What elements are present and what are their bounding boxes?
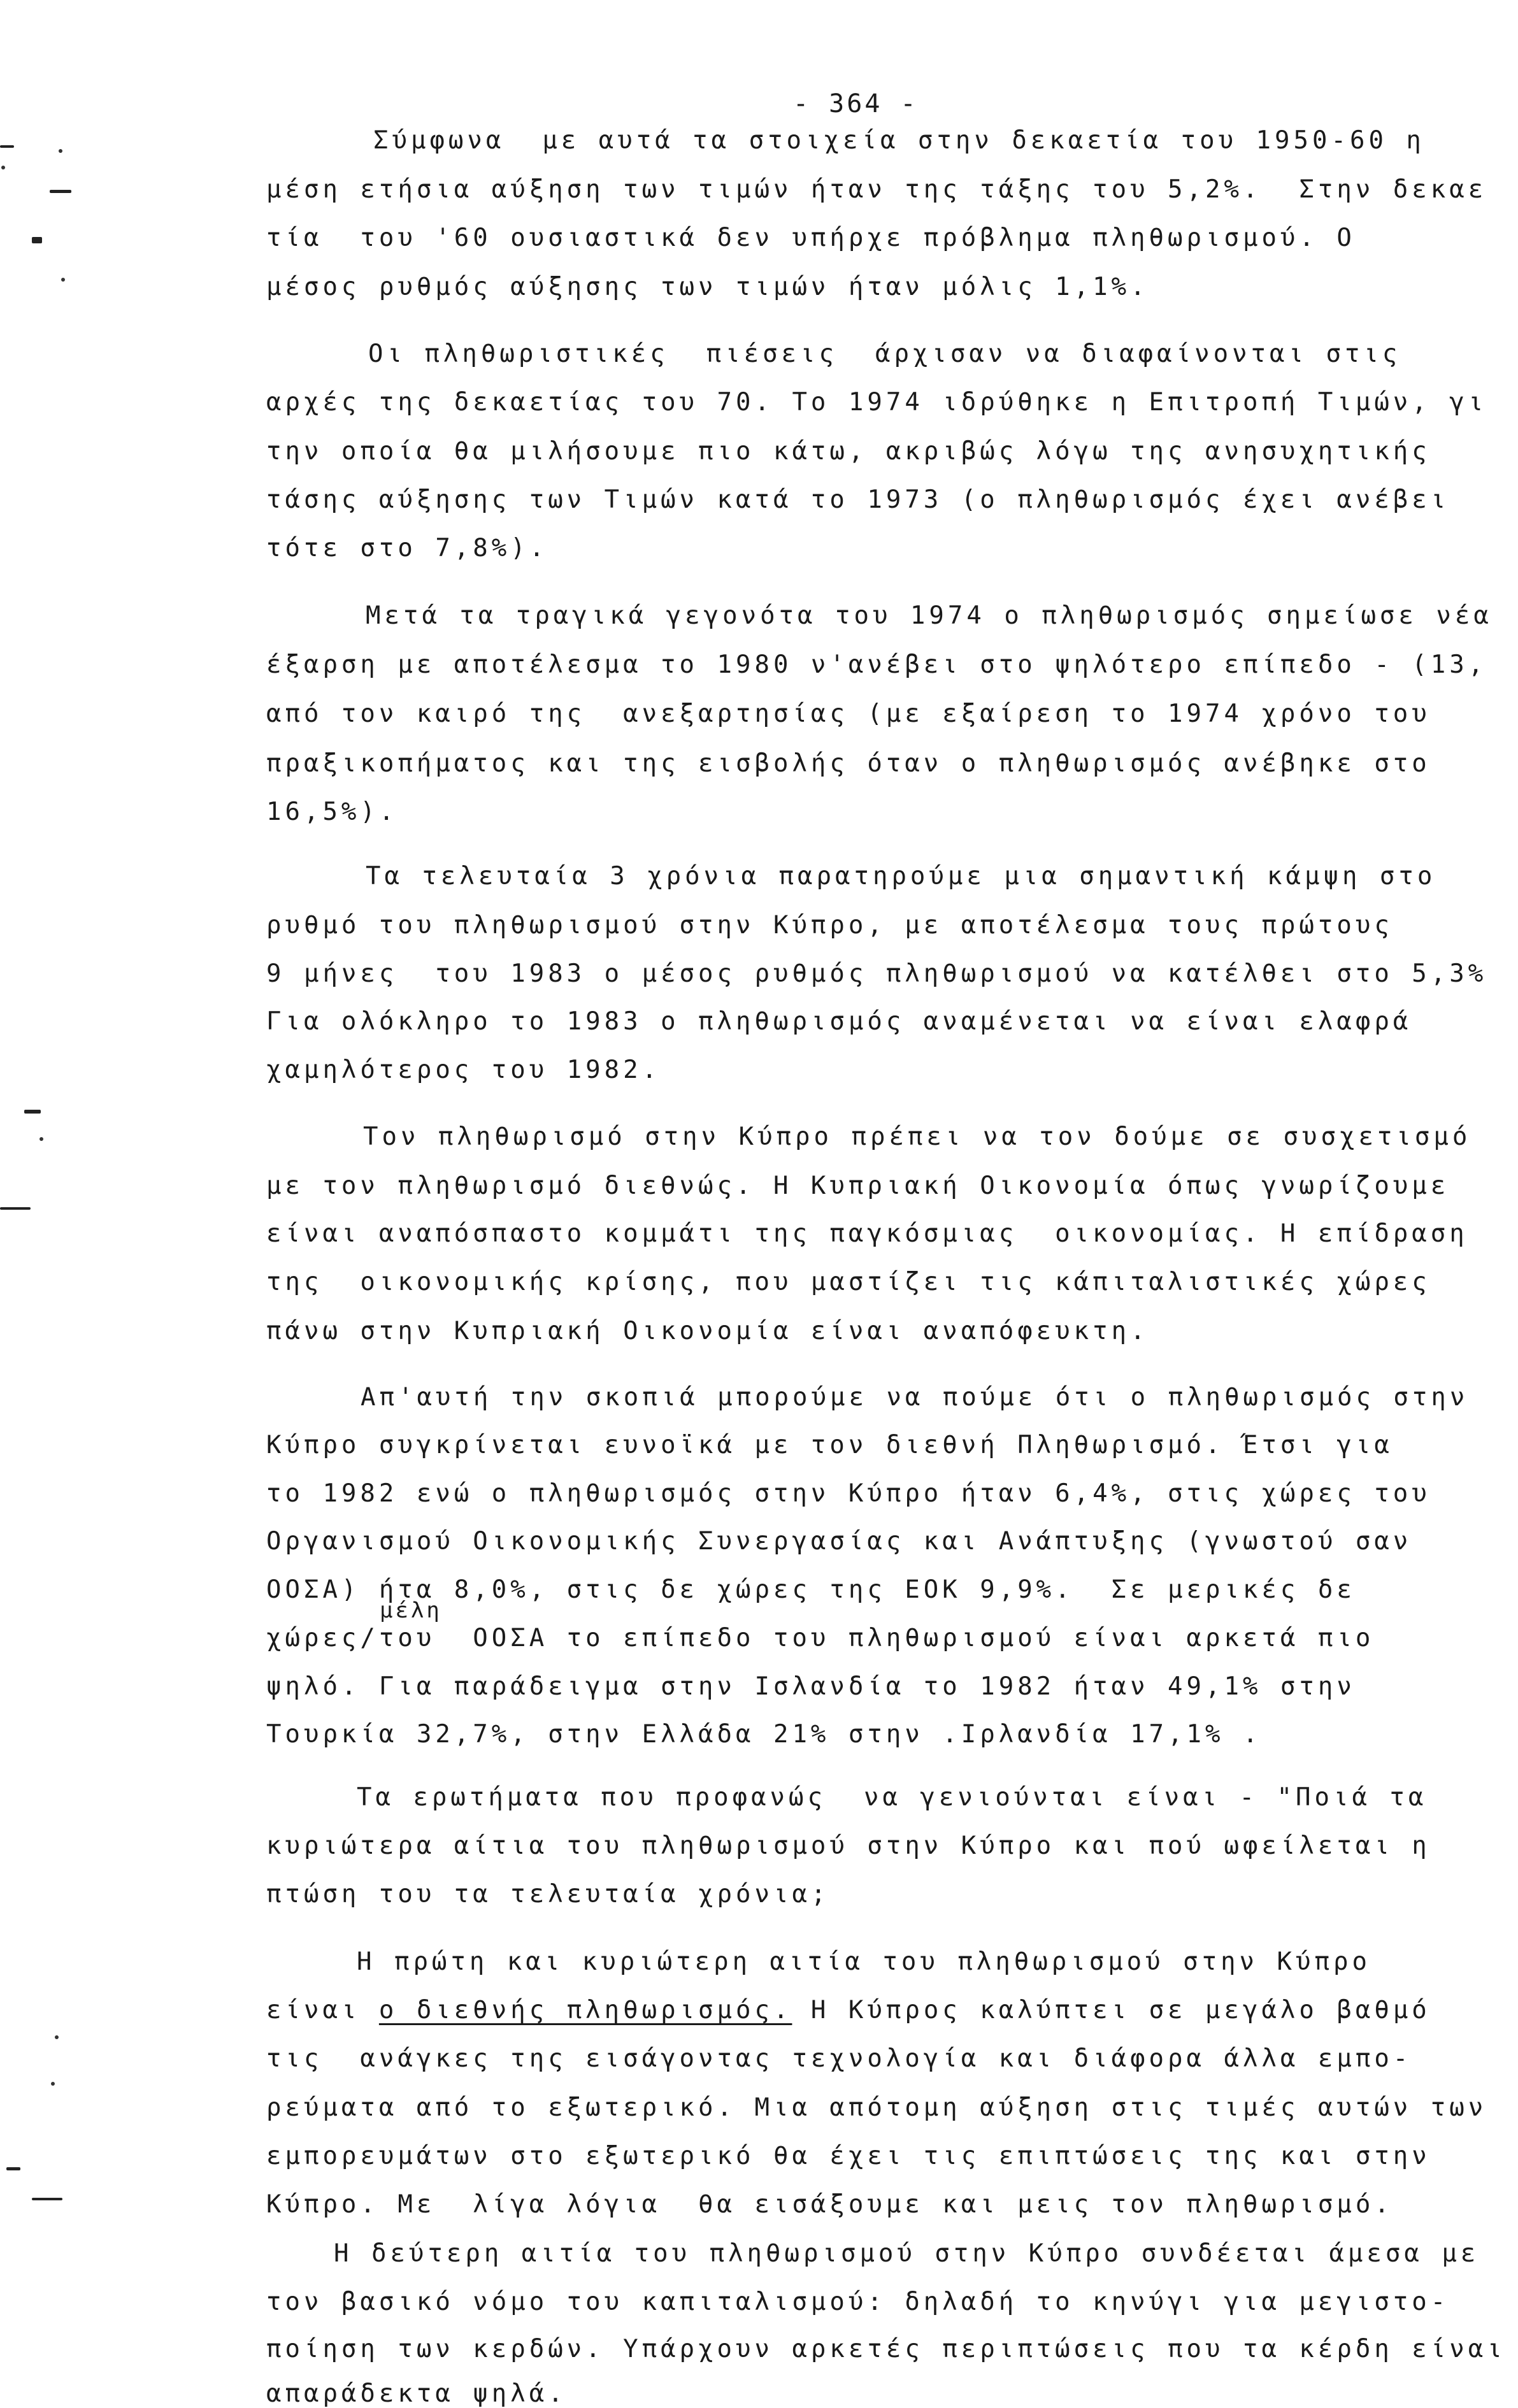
text-line: Οι πληθωριστικές πιέσεις άρχισαν να διαφαίνονται στις: [368, 340, 1401, 368]
margin-dot: [1, 166, 5, 169]
margin-mark: [0, 145, 14, 148]
text-line: απαράδεκτα ψηλά.: [266, 2379, 567, 2408]
text-line: μέση ετήσια αύξηση των τιμών ήταν της τάξης του 5,2%. Στην δεκαε: [266, 175, 1487, 204]
text-line: χώρες/του ΟΟΣΑ το επίπεδο του πληθωρισμού είναι αρκετά πιο: [266, 1624, 1375, 1652]
text-line: Για ολόκληρο το 1983 ο πληθωρισμός αναμένεται να είναι ελαφρά: [266, 1007, 1412, 1036]
text-line: πραξικοπήματος και της εισβολής όταν ο πληθωρισμός ανέβηκε στο: [266, 749, 1431, 778]
margin-insertion: μέλη: [380, 1598, 442, 1623]
underlined-phrase: ο διεθνής πληθωρισμός.: [378, 1996, 792, 2025]
text-line: 9 μήνες του 1983 ο μέσος ρυθμός πληθωρισμού να κατέλθει στο 5,3%: [266, 959, 1487, 988]
text-line: ρυθμό του πληθωρισμού στην Κύπρο, με αποτέλεσμα τους πρώτους: [266, 911, 1393, 940]
text-line: ποίηση των κερδών. Υπάρχουν αρκετές περιπτώσεις που τα κέρδη είναι: [266, 2335, 1506, 2363]
margin-dot: [61, 278, 65, 282]
margin-mark: [50, 190, 71, 193]
margin-dot: [39, 1137, 43, 1141]
margin-mark: [24, 1110, 41, 1114]
text-line: Η δεύτερη αιτία του πληθωρισμού στην Κύπρο συνδέεται άμεσα με: [334, 2239, 1480, 2268]
text-line: Τουρκία 32,7%, στην Ελλάδα 21% στην .Ιρλανδία 17,1% .: [266, 1720, 1262, 1749]
text-line: μέσος ρυθμός αύξησης των τιμών ήταν μόλις 1,1%.: [266, 273, 1149, 301]
text-line: κυριώτερα αίτια του πληθωρισμού στην Κύπρο και πού ωφείλεται η: [266, 1831, 1431, 1860]
text-line: τον βασικό νόμο του καπιταλισμού: δηλαδή το κηνύγι για μεγιστο-: [266, 2288, 1450, 2316]
text-line: τις ανάγκες της εισάγοντας τεχνολογία και διάφορα άλλα εμπο-: [266, 2044, 1412, 2073]
margin-dot: [51, 2082, 55, 2086]
text-line: Κύπρο συγκρίνεται ευνοϊκά με τον διεθνή Πληθωρισμό. Έτσι για: [266, 1431, 1393, 1459]
margin-dot: [59, 149, 62, 153]
text-line: της οικονομικής κρίσης, που μαστίζει τις κάπιταλιστικές χώρες: [266, 1268, 1431, 1296]
text-line: πάνω στην Κυπριακή Οικονομία είναι αναπόφευκτη.: [266, 1317, 1149, 1345]
text-line: αρχές της δεκαετίας του 70. Το 1974 ιδρύθηκε η Επιτροπή Τιμών, γι: [266, 388, 1487, 417]
text-line: Τον πληθωρισμό στην Κύπρο πρέπει να τον δούμε σε συσχετισμό: [363, 1122, 1471, 1151]
text-line: χαμηλότερος του 1982.: [266, 1056, 661, 1084]
text-line: τάσης αύξησης των Τιμών κατά το 1973 (ο πληθωρισμός έχει ανέβει: [266, 485, 1450, 514]
text-line-with-underline: [266, 1998, 1431, 2023]
text-line: το 1982 ενώ ο πληθωρισμός στην Κύπρο ήταν 6,4%, στις χώρες του: [266, 1479, 1431, 1508]
text-line: Τα ερωτήματα που προφανώς να γενιούνται είναι - "Ποιά τα: [357, 1783, 1428, 1812]
text-line: την οποία θα μιλήσουμε πιο κάτω, ακριβώς λόγω της ανησυχητικής: [266, 437, 1431, 466]
text-line: ψηλό. Για παράδειγμα στην Ισλανδία το 1982 ήταν 49,1% στην: [266, 1672, 1356, 1701]
text-line: τία του '60 ουσιαστικά δεν υπήρχε πρόβλημα πληθωρισμού. Ο: [266, 224, 1356, 252]
margin-mark: [32, 2198, 62, 2200]
text-line: τότε στο 7,8%).: [266, 534, 548, 563]
text-line: Η πρώτη και κυριώτερη αιτία του πληθωρισμού στην Κύπρο: [357, 1947, 1371, 1976]
margin-dot: [55, 2035, 59, 2039]
text-line: με τον πληθωρισμό διεθνώς. Η Κυπριακή Οικονομία όπως γνωρίζουμε: [266, 1172, 1450, 1200]
text-segment: Η Κύπρος καλύπτει σε μεγάλο βαθμό: [792, 1996, 1431, 2025]
text-segment: είναι: [266, 1996, 379, 2025]
text-line: Τα τελευταία 3 χρόνια παρατηρούμε μια σημαντική κάμψη στο: [366, 862, 1436, 891]
margin-mark: [32, 237, 42, 243]
text-line: ΟΟΣΑ) ήτα 8,0%, στις δε χώρες της ΕΟΚ 9,9%. Σε μερικές δε: [266, 1575, 1356, 1604]
text-line: 16,5%).: [266, 798, 398, 826]
text-line: Απ'αυτή την σκοπιά μπορούμε να πούμε ότι ο πληθωρισμός στην: [361, 1383, 1469, 1412]
text-line: είναι αναπόσπαστο κομμάτι της παγκόσμιας οικονομίας. Η επίδραση: [266, 1219, 1468, 1248]
text-line: ρεύματα από το εξωτερικό. Μια απότομη αύξηση στις τιμές αυτών των: [266, 2093, 1487, 2122]
text-line: εμπορευμάτων στο εξωτερικό θα έχει τις επιπτώσεις της και στην: [266, 2142, 1431, 2170]
text-line: Κύπρο. Με λίγα λόγια θα εισάξουμε και μεις τον πληθωρισμό.: [266, 2190, 1393, 2219]
text-line: από τον καιρό της ανεξαρτησίας (με εξαίρεση το 1974 χρόνο του: [266, 699, 1431, 728]
text-line: Μετά τα τραγικά γεγονότα του 1974 ο πληθωρισμός σημείωσε νέα: [366, 601, 1493, 630]
margin-mark: [6, 2167, 20, 2170]
text-line: έξαρση με αποτέλεσμα το 1980 ν'ανέβει στο ψηλότερο επίπεδο - (13,: [266, 650, 1487, 679]
page-number: - 364 -: [793, 89, 919, 118]
text-line: Σύμφωνα με αυτά τα στοιχεία στην δεκαετία του 1950-60 η: [373, 126, 1425, 155]
text-line: πτώση του τα τελευταία χρόνια;: [266, 1880, 830, 1909]
margin-mark: [0, 1207, 31, 1210]
text-line: Οργανισμού Οικονομικής Συνεργασίας και Ανάπτυξης (γνωστού σαν: [266, 1527, 1412, 1556]
